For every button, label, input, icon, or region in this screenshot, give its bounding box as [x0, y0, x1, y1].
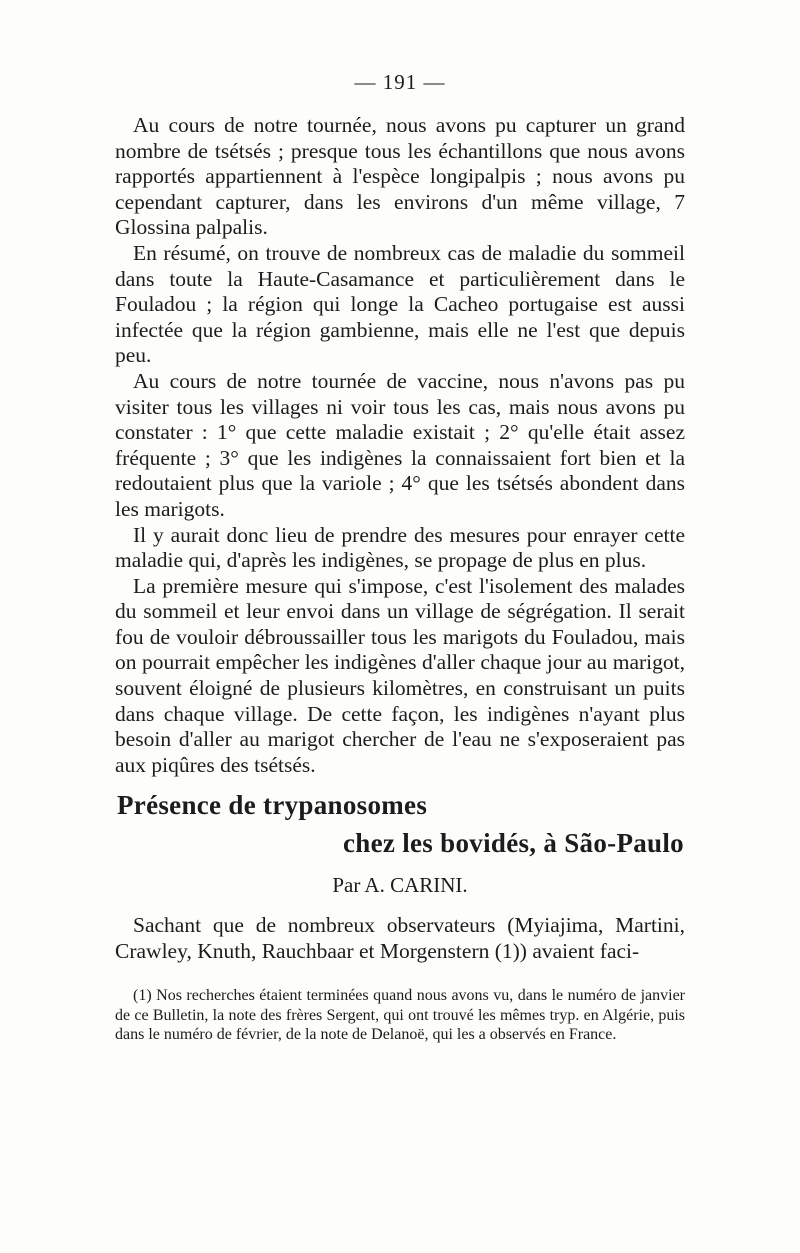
paragraph-2: En résumé, on trouve de nombreux cas de maladie du sommeil dans toute la Haute-Casamance et particulièrement dans le Fouladou ; la région qui longe la Cacheo portugaise est aussi infectée que la région gambienne, mais elle ne l'est que depuis peu.	[115, 240, 685, 368]
article-body	[115, 913, 685, 964]
article-author: Par A. CARINI.	[332, 873, 468, 897]
paragraph-3: Au cours de notre tournée de vaccine, nous n'avons pas pu visiter tous les villages ni voir tous les cas, mais nous avons pu constater : 1° que cette maladie existait ; 2° qu'elle était assez fréquente ; 3° que les indigènes la connaissaient fort bien et la redoutaient plus que la variole ; 4° que les tsétsés abondent dans les marigots.	[115, 368, 685, 521]
footnote-text: (1) Nos recherches étaient terminées quand nous avons vu, dans le numéro de janvier de ce Bulletin, la note des frères Sergent, qui ont trouvé les mêmes tryp. en Algérie, puis dans le numéro de février, de la note de Delanoë, qui les a observés en France.	[115, 987, 685, 1044]
paragraph-1: Au cours de notre tournée, nous avons pu capturer un grand nombre de tsétsés ; presque tous les échantillons que nous avons rapportés appartiennent à l'espèce longipalpis ; nous avons pu cependant capturer, dans les environs d'un même village, 7 Glossina palpalis.	[115, 113, 685, 240]
article-title-line-2: chez les bovidés, à São-Paulo	[343, 828, 684, 858]
paragraph-4: Il y aurait donc lieu de prendre des mesures pour enrayer cette maladie qui, d'après les indigènes, se propage de plus en plus.	[115, 522, 685, 573]
footnote	[115, 986, 685, 1045]
paragraph-5: La première mesure qui s'impose, c'est l'isolement des malades du sommeil et leur envoi dans un village de ségrégation. Il serait fou de vouloir débroussailler tous les marigots du Fouladou, mais on pourrait empêcher les indigènes d'aller chaque jour au marigot, souvent éloigné de plusieurs kilomètres, en construisant un puits dans chaque village. De cette façon, les indigènes n'ayant plus besoin d'aller au marigot chercher de l'eau ne s'exposeraient pas aux piqûres des tsétsés.	[115, 573, 685, 777]
article-title-line-1: Présence de trypanosomes	[117, 790, 428, 820]
article-intro-paragraph: Sachant que de nombreux observateurs (Myiajima, Martini, Crawley, Knuth, Rauchbaar et Morgenstern (1)) avaient faci-	[115, 913, 685, 963]
body-text	[115, 113, 685, 778]
page-number: — 191 —	[354, 70, 446, 94]
